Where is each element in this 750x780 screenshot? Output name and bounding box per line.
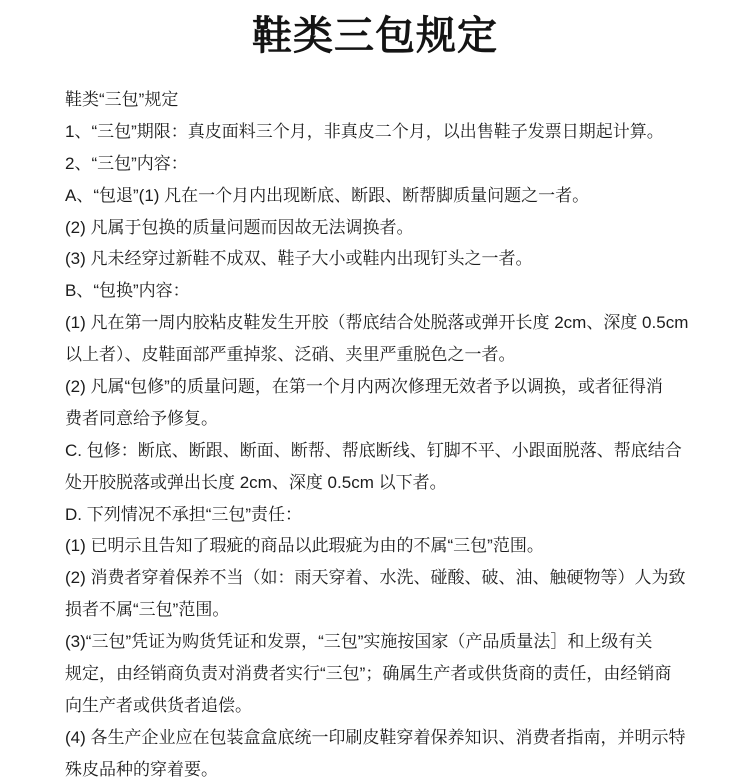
text-line: (3)“三包”凭证为购货凭证和发票，“三包”实施按国家（产品质量法］和上级有关 (65, 632, 653, 652)
text-line: 费者同意给予修复。 (65, 408, 218, 428)
text-line: (2) 凡属“包修”的质量问题，在第一个月内两次修理无效者予以调换，或者征得消 (65, 377, 663, 397)
text-line: 鞋类“三包”规定 (65, 90, 179, 109)
text-line: C. 包修：断底、断跟、断面、断帮、帮底断线、钉脚不平、小跟面脱落、帮底结合 (65, 440, 682, 460)
text-line: (3) 凡未经穿过新鞋不成双、鞋子大小或鞋内出现钉头之一者。 (65, 249, 533, 269)
text-line: 向生产者或供货者追偿。 (65, 695, 252, 715)
text-line: A、“包退”(1) 凡在一个月内出现断底、断跟、断帮脚质量问题之一者。 (65, 185, 590, 205)
text-line: 损者不属“三包”范围。 (65, 600, 230, 620)
text-line: (4) 各生产企业应在包装盒盒底统一印刷皮鞋穿着保养知识、消费者指南，并明示特 (65, 727, 686, 747)
text-line: (1) 凡在第一周内胶粘皮鞋发生开胶（帮底结合处脱落或弹开长度 2cm、深度 0.5cm (65, 313, 689, 333)
text-line: 以上者）、皮鞋面部严重掉浆、泛硝、夹里严重脱色之一者。 (65, 345, 516, 365)
text-line: D. 下列情况不承担“三包”责任： (65, 504, 303, 524)
document-body (0, 84, 750, 780)
text-line: (2) 消费者穿着保养不当（如：雨天穿着、水洗、碰酸、破、油、触硬物等）人为致 (65, 568, 686, 588)
text-line: 2、“三包”内容： (65, 153, 188, 173)
document-title: 鞋类三包规定 (252, 14, 498, 58)
text-line: 1、“三包”期限：真皮面料三个月，非真皮二个月，以出售鞋子发票日期起计算。 (65, 121, 664, 141)
text-line: (2) 凡属于包换的质量问题而因故无法调换者。 (65, 217, 414, 237)
text-line: 殊皮品种的穿着要。 (65, 759, 218, 779)
text-line: 处开胶脱落或弹出长度 2cm、深度 0.5cm 以下者。 (65, 472, 447, 492)
text-line: (1) 已明示且告知了瑕疵的商品以此瑕疵为由的不属“三包”范围。 (65, 536, 544, 556)
text-line: B、“包换”内容： (65, 281, 190, 301)
text-line: 规定，由经销商负责对消费者实行“三包”；确属生产者或供货商的责任，由经销商 (65, 664, 672, 684)
